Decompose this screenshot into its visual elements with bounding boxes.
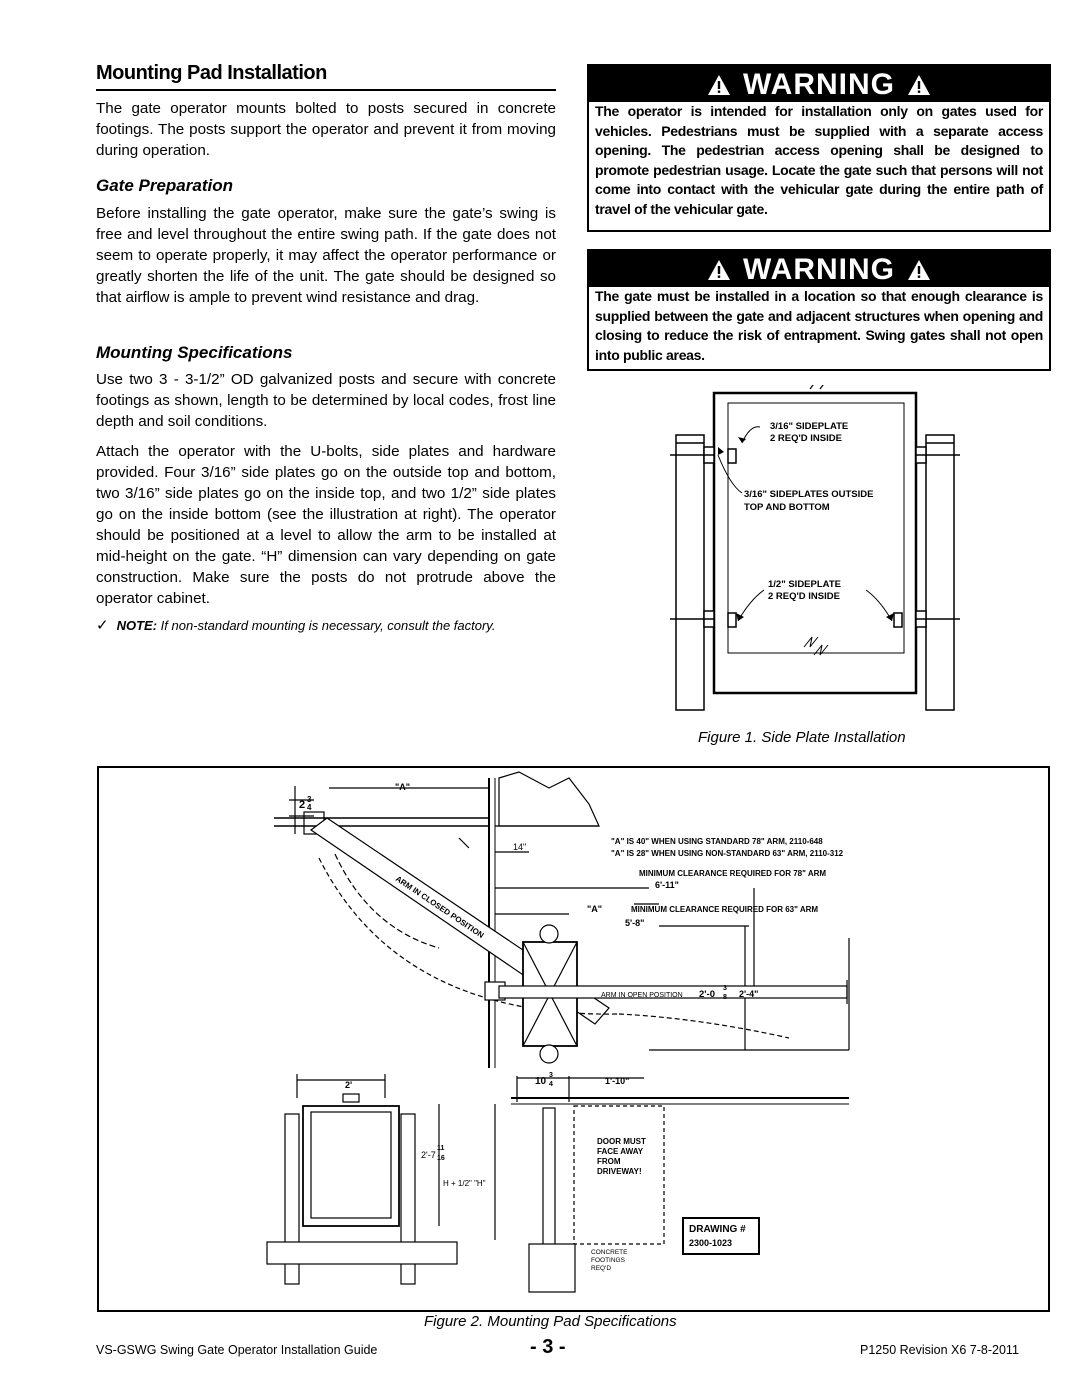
- min-clearance-78: MINIMUM CLEARANCE REQUIRED FOR 78" ARM: [639, 869, 827, 878]
- fig1-label-top-and-bottom: TOP AND BOTTOM: [744, 502, 830, 513]
- warning-triangle-icon: [707, 259, 731, 281]
- dim-h: H + 1/2" "H": [443, 1179, 486, 1188]
- warning-title-text: WARNING: [743, 253, 895, 286]
- warning-triangle-icon: [707, 74, 731, 96]
- warning-triangle-icon: [907, 259, 931, 281]
- dim-2-0-num: 3: [723, 985, 727, 992]
- dim-10-3-4-den: 4: [549, 1081, 553, 1088]
- footer-left: VS-GSWG Swing Gate Operator Installation Guide: [96, 1343, 378, 1357]
- warning-title-bar: [589, 251, 1049, 287]
- door-note-4: DRIVEWAY!: [597, 1167, 642, 1176]
- figure1-caption: Figure 1. Side Plate Installation: [698, 729, 906, 746]
- dim-6-11: 6'-11": [655, 880, 679, 890]
- dim-2-3-4-whole: 2: [299, 799, 306, 811]
- dim-2-7-den: 16: [437, 1155, 445, 1162]
- fig1-label-2-reqd-inside: 2 REQ'D INSIDE: [770, 433, 842, 444]
- drawing-number-value: 2300-1023: [689, 1238, 733, 1248]
- note-label: NOTE:: [116, 618, 158, 633]
- dim-2-4: 2'-4": [739, 989, 759, 999]
- figure2-caption: Figure 2. Mounting Pad Specifications: [424, 1313, 677, 1330]
- door-note-2: FACE AWAY: [597, 1147, 644, 1156]
- dim-2-7-whole: 2'-7: [421, 1150, 436, 1160]
- a-note-standard-arm: "A" IS 40" WHEN USING STANDARD 78" ARM, 2110-648: [611, 837, 823, 846]
- dim-10-3-4-num: 3: [549, 1072, 553, 1079]
- gate-preparation-paragraph: Before installing the gate operator, make sure the gate’s swing is free and level throughout the entire swing path. If the gate does not seem to operate properly, it may affect the operator performance or greatly shorten the life of the unit. The gate should be designed so that airflow is ample to prevent wind resistance and drag.: [96, 205, 556, 306]
- warning-title-bar: [589, 66, 1049, 102]
- fig1-label-3-16-sideplate: 3/16" SIDEPLATE: [770, 421, 849, 432]
- fig1-label-2-reqd-inside-bottom: 2 REQ'D INSIDE: [768, 591, 840, 602]
- concrete-note-1: CONCRETE: [591, 1249, 628, 1256]
- dim-2-0-den: 8: [723, 994, 727, 1001]
- warning-text: The gate must be installed in a location so that enough clearance is supplied between the gate and adjacent structures when opening and closing to reduce the risk of entrapment. Swing gates shall not open into public areas.: [595, 288, 1043, 363]
- dim-2-0-whole: 2'-0: [699, 989, 715, 1000]
- page-heading: Mounting Pad Installation: [96, 62, 556, 91]
- door-note-1: DOOR MUST: [597, 1137, 646, 1146]
- dim-5-8: 5'-8": [625, 918, 645, 928]
- gate-preparation-heading: Gate Preparation: [96, 176, 233, 195]
- concrete-note-3: REQ'D: [591, 1265, 612, 1272]
- min-clearance-63: MINIMUM CLEARANCE REQUIRED FOR 63" ARM: [631, 905, 819, 914]
- page-number: - 3 -: [530, 1336, 566, 1358]
- a-note-nonstandard-arm: "A" IS 28" WHEN USING NON-STANDARD 63" ARM, 2110-312: [611, 849, 844, 858]
- door-note-3: FROM: [597, 1157, 621, 1166]
- drawing-number-label: DRAWING #: [689, 1224, 746, 1235]
- fig1-label-1-2-sideplate: 1/2" SIDEPLATE: [768, 579, 841, 590]
- footer-right: P1250 Revision X6 7-8-2011: [860, 1343, 1019, 1357]
- dim-1-10: 1'-10": [605, 1076, 630, 1086]
- warning-text: The operator is intended for installation only on gates used for vehicles. Pedestrians must be supplied with a separate access opening. The pedestrian access opening shall be designed to promote pedestrian usage. Locate the gate such that persons will not come into contact with the vehicular gate during the entire path of travel of the vehicular gate.: [595, 103, 1043, 217]
- mounting-specifications-heading: Mounting Specifications: [96, 343, 293, 362]
- warning-title-text: WARNING: [743, 68, 895, 101]
- fig1-label-3-16-sideplates-outside: 3/16" SIDEPLATES OUTSIDE: [744, 489, 874, 500]
- note-text: If non-standard mounting is necessary, consult the factory.: [160, 618, 496, 633]
- dim-2-3-4-num: 3: [307, 795, 312, 804]
- warning-triangle-icon: [907, 74, 931, 96]
- note-line: [96, 616, 566, 634]
- mounting-spec-paragraph-1: Use two 3 - 3-1/2” OD galvanized posts and secure with concrete footings as shown, length to be determined by local codes, frost line depth and soil conditions.: [96, 371, 556, 430]
- warning-box-pedestrian: [587, 64, 1051, 232]
- mounting-spec-paragraph-2: Attach the operator with the U-bolts, side plates and hardware provided. Four 3/16” side plates go on the outside top and bottom, two 3/16” side plates go on the inside top, and two 1/2” side plates go on the inside bottom (see the illustration at right). The operator should be positioned at a level to allow the arm to be installed at mid-height on the gate. “H” dimension can vary depending on gate construction. Make sure the posts do not protrude above the operator cabinet.: [96, 443, 556, 607]
- warning-box-entrapment: [587, 249, 1051, 371]
- dim-2-3-4-den: 4: [307, 803, 312, 812]
- side-plate-diagram: [660, 385, 980, 715]
- dim-14-in: 14": [513, 842, 527, 852]
- checkmark-icon: ✓: [96, 617, 109, 634]
- concrete-note-2: FOOTINGS: [591, 1257, 625, 1264]
- dim-a-top: "A": [395, 782, 411, 792]
- arm-open-label: ARM IN OPEN POSITION: [601, 992, 683, 999]
- dim-2-7-num: 11: [437, 1145, 445, 1152]
- mounting-pad-diagram: [99, 768, 1046, 1308]
- intro-paragraph: The gate operator mounts bolted to posts secured in concrete footings. The posts support the operator and prevent it from moving during operation.: [96, 100, 556, 159]
- dim-a-mid: "A": [587, 904, 603, 914]
- dim-2-ft: 2': [345, 1080, 353, 1090]
- dim-10-3-4-whole: 10: [535, 1076, 547, 1087]
- arm-closed-label: ARM IN CLOSED POSITION: [393, 874, 486, 941]
